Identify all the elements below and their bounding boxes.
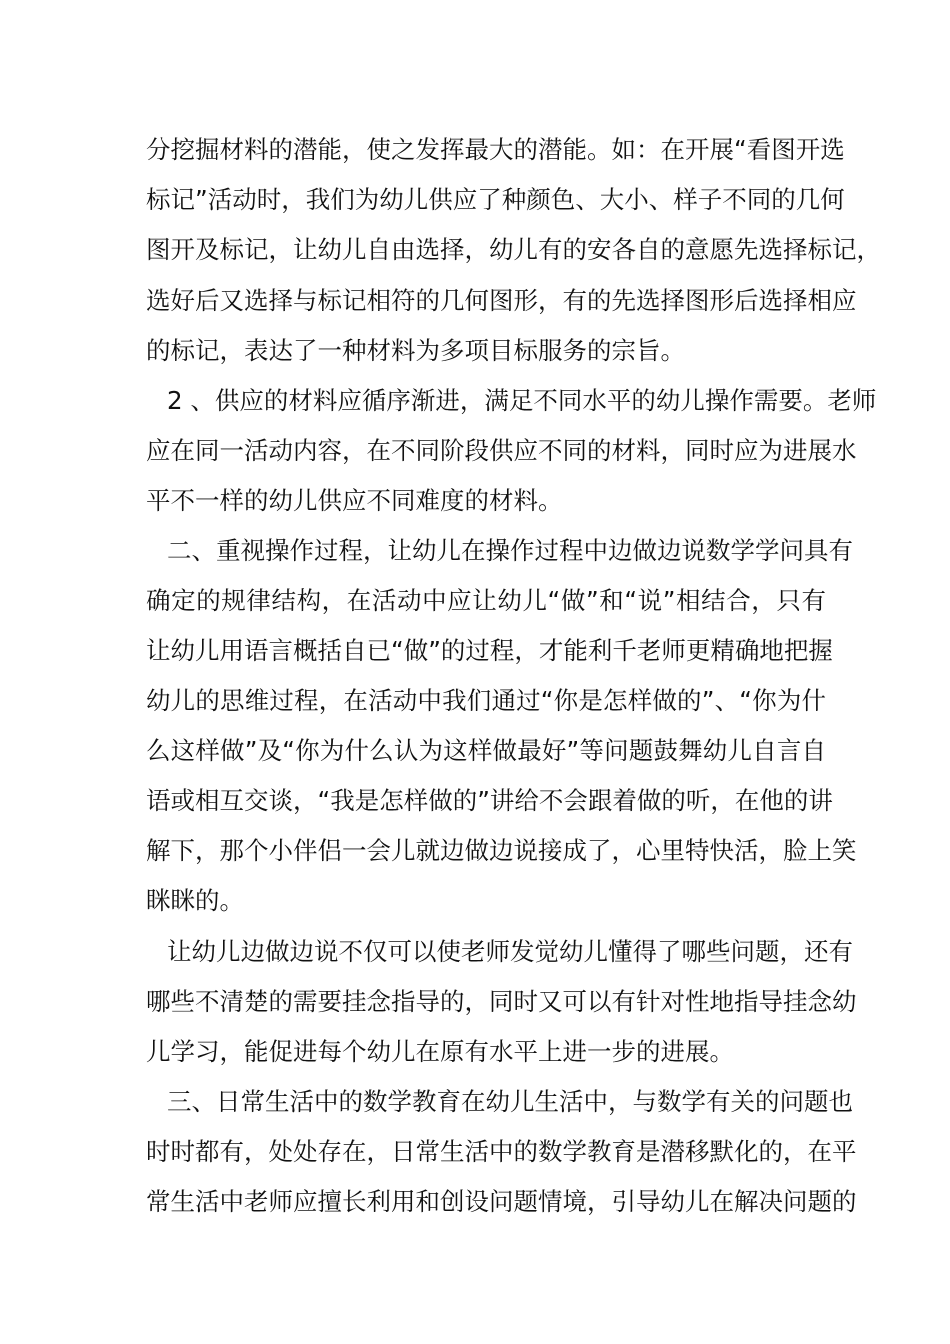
text-line: 的标记，表达了一种材料为多项目标服务的宗旨。 [146, 336, 685, 365]
text-line: 二、重视操作过程，让幼儿在操作过程中边做边说数学学问具有 [167, 536, 853, 565]
text-line: 解下，那个小伴侣一会儿就边做边说接成了，心里特快活，脸上笑 [146, 836, 857, 865]
text-line: 哪些不清楚的需要挂念指导的，同时又可以有针对性地指导挂念幼 [146, 987, 857, 1016]
text-line: 选好后又选择与标记相符的几何图形，有的先选择图形后选择相应 [146, 286, 857, 315]
text-line: 2 、供应的材料应循序渐进，满足不同水平的幼儿操作需要。老师 [167, 386, 877, 415]
text-line: 标记”活动时，我们为幼儿供应了种颜色、大小、样子不同的几何 [146, 185, 845, 214]
text-line: 儿学习，能促进每个幼儿在原有水平上进一步的进展。 [146, 1037, 734, 1066]
text-line: 分挖掘材料的潜能，使之发挥最大的潜能。如：在开展“看图开选 [146, 135, 845, 164]
text-line: 三、日常生活中的数学教育在幼儿生活中，与数学有关的问题也 [167, 1087, 853, 1116]
text-line: 眯眯的。 [146, 886, 244, 915]
text-line: 时时都有，处处存在，日常生活中的数学教育是潜移默化的，在平 [146, 1137, 857, 1166]
text-line: 让幼儿用语言概括自已“做”的过程，才能利千老师更精确地把握 [146, 636, 833, 665]
text-line: 确定的规律结构，在活动中应让幼儿“做”和“说”相结合，只有 [146, 586, 826, 615]
text-line: 图开及标记，让幼儿自由选择，幼儿有的安各自的意愿先选择标记， [146, 235, 881, 264]
text-line: 常生活中老师应擅长利用和创设问题情境，引导幼儿在解决问题的 [146, 1187, 857, 1216]
text-line: 应在同一活动内容，在不同阶段供应不同的材料，同时应为进展水 [146, 436, 857, 465]
text-line: 平不一样的幼儿供应不同难度的材料。 [146, 486, 563, 515]
text-line: 么这样做”及“你为什么认为这样做最好”等问题鼓舞幼儿自言自 [146, 736, 826, 765]
text-line: 让幼儿边做边说不仅可以使老师发觉幼儿懂得了哪些问题，还有 [167, 937, 853, 966]
text-line: 幼儿的思维过程，在活动中我们通过“你是怎样做的”、“你为什 [146, 686, 826, 715]
text-line: 语或相互交谈，“我是怎样做的”讲给不会跟着做的听，在他的讲 [146, 786, 833, 815]
